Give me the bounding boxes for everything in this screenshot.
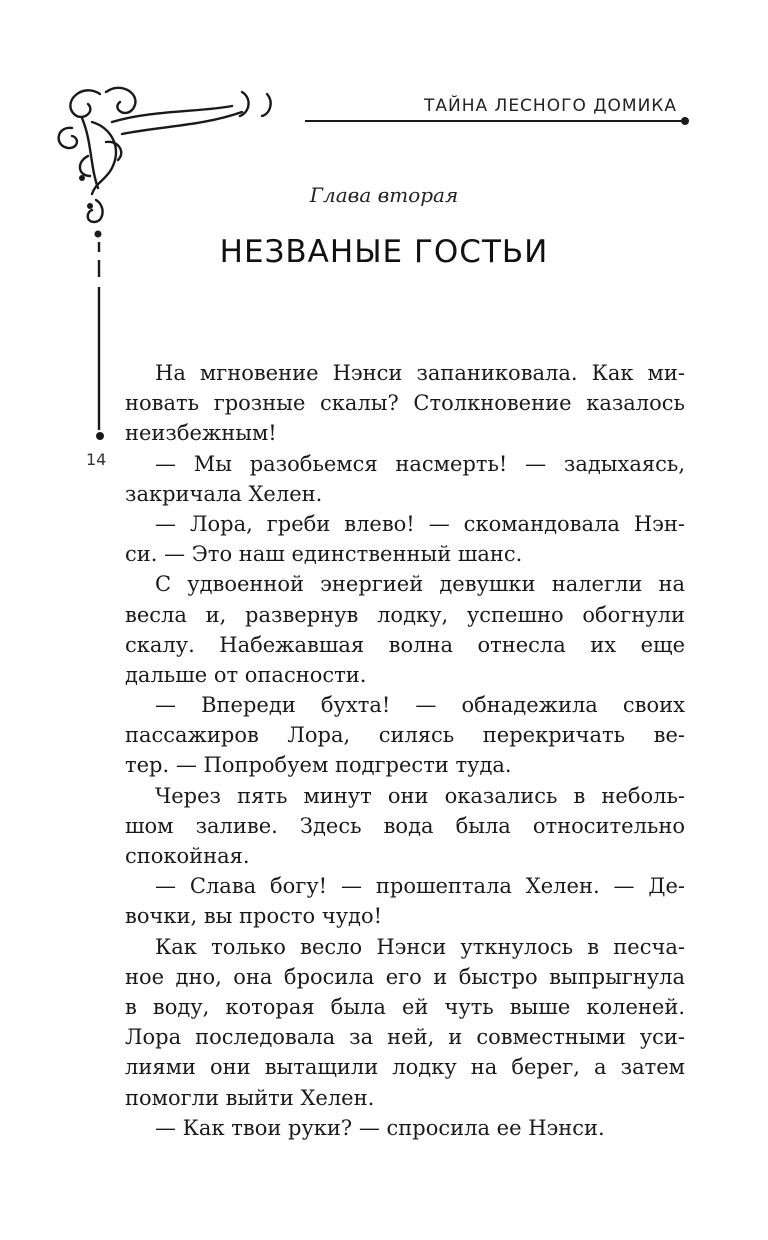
text-line: си. — Это наш единственный шанс. [125,542,523,567]
text-line: скалу. Набежавшая волна отнесла их еще [125,632,685,657]
text-line: вочки, вы просто чудо! [125,904,383,929]
text-line: Через пять минут они оказались в неболь- [155,783,685,808]
text-line: пассажиров Лора, силясь перекричать ве- [125,723,685,748]
text-line: дальше от опасности. [125,662,367,687]
text-line: — Слава богу! — прошептала Хелен. — Де- [155,874,685,899]
text-line: помогли выйти Хелен. [125,1085,375,1110]
text-line: — Впереди бухта! — обнадежила своих [155,693,685,718]
text-line: весла и, развернув лодку, успешно обогнули [125,602,685,627]
header-dot-icon [681,117,689,125]
text-line: тер. — Попробуем подгрести туда. [125,753,512,778]
text-line: ное дно, она бросила его и быстро выпрыгнула [125,964,685,989]
text-line: спокойная. [125,844,250,868]
text-line: На мгновение Нэнси запаниковала. Как ми- [155,361,685,385]
text-line: лиями они вытащили лодку на берег, а затем [125,1055,685,1080]
text-line: новать грозные скалы? Столкновение казалось [125,391,685,416]
text-line: — Как твои руки? — спросила ее Нэнси. [155,1115,605,1140]
text-line: — Мы разобьемся насмерть! — задыхаясь, [155,451,685,476]
page-number: 14 [86,450,107,469]
chapter-title: НЕЗВАНЫЕ ГОСТЬИ [219,234,549,270]
running-header [305,94,685,122]
text-line: С удвоенной энергией девушки налегли на [155,572,685,597]
text-line: закричала Хелен. [125,481,323,506]
text-line: шом заливе. Здесь вода была относительно [125,813,685,838]
text-line: в воду, которая была ей чуть выше коленей. [125,994,685,1019]
running-title: ТАЙНА ЛЕСНОГО ДОМИКА [423,96,677,116]
text-line: Как только весло Нэнси уткнулось в песча- [155,934,685,959]
text-line: — Лора, греби влево! — скомандовала Нэн- [155,511,685,536]
body-text [125,358,685,1143]
text-line: Лора последовала за ней, и совместными уси- [125,1025,685,1050]
text-line: неизбежным! [125,421,277,446]
chapter-label: Глава вторая [309,183,459,207]
